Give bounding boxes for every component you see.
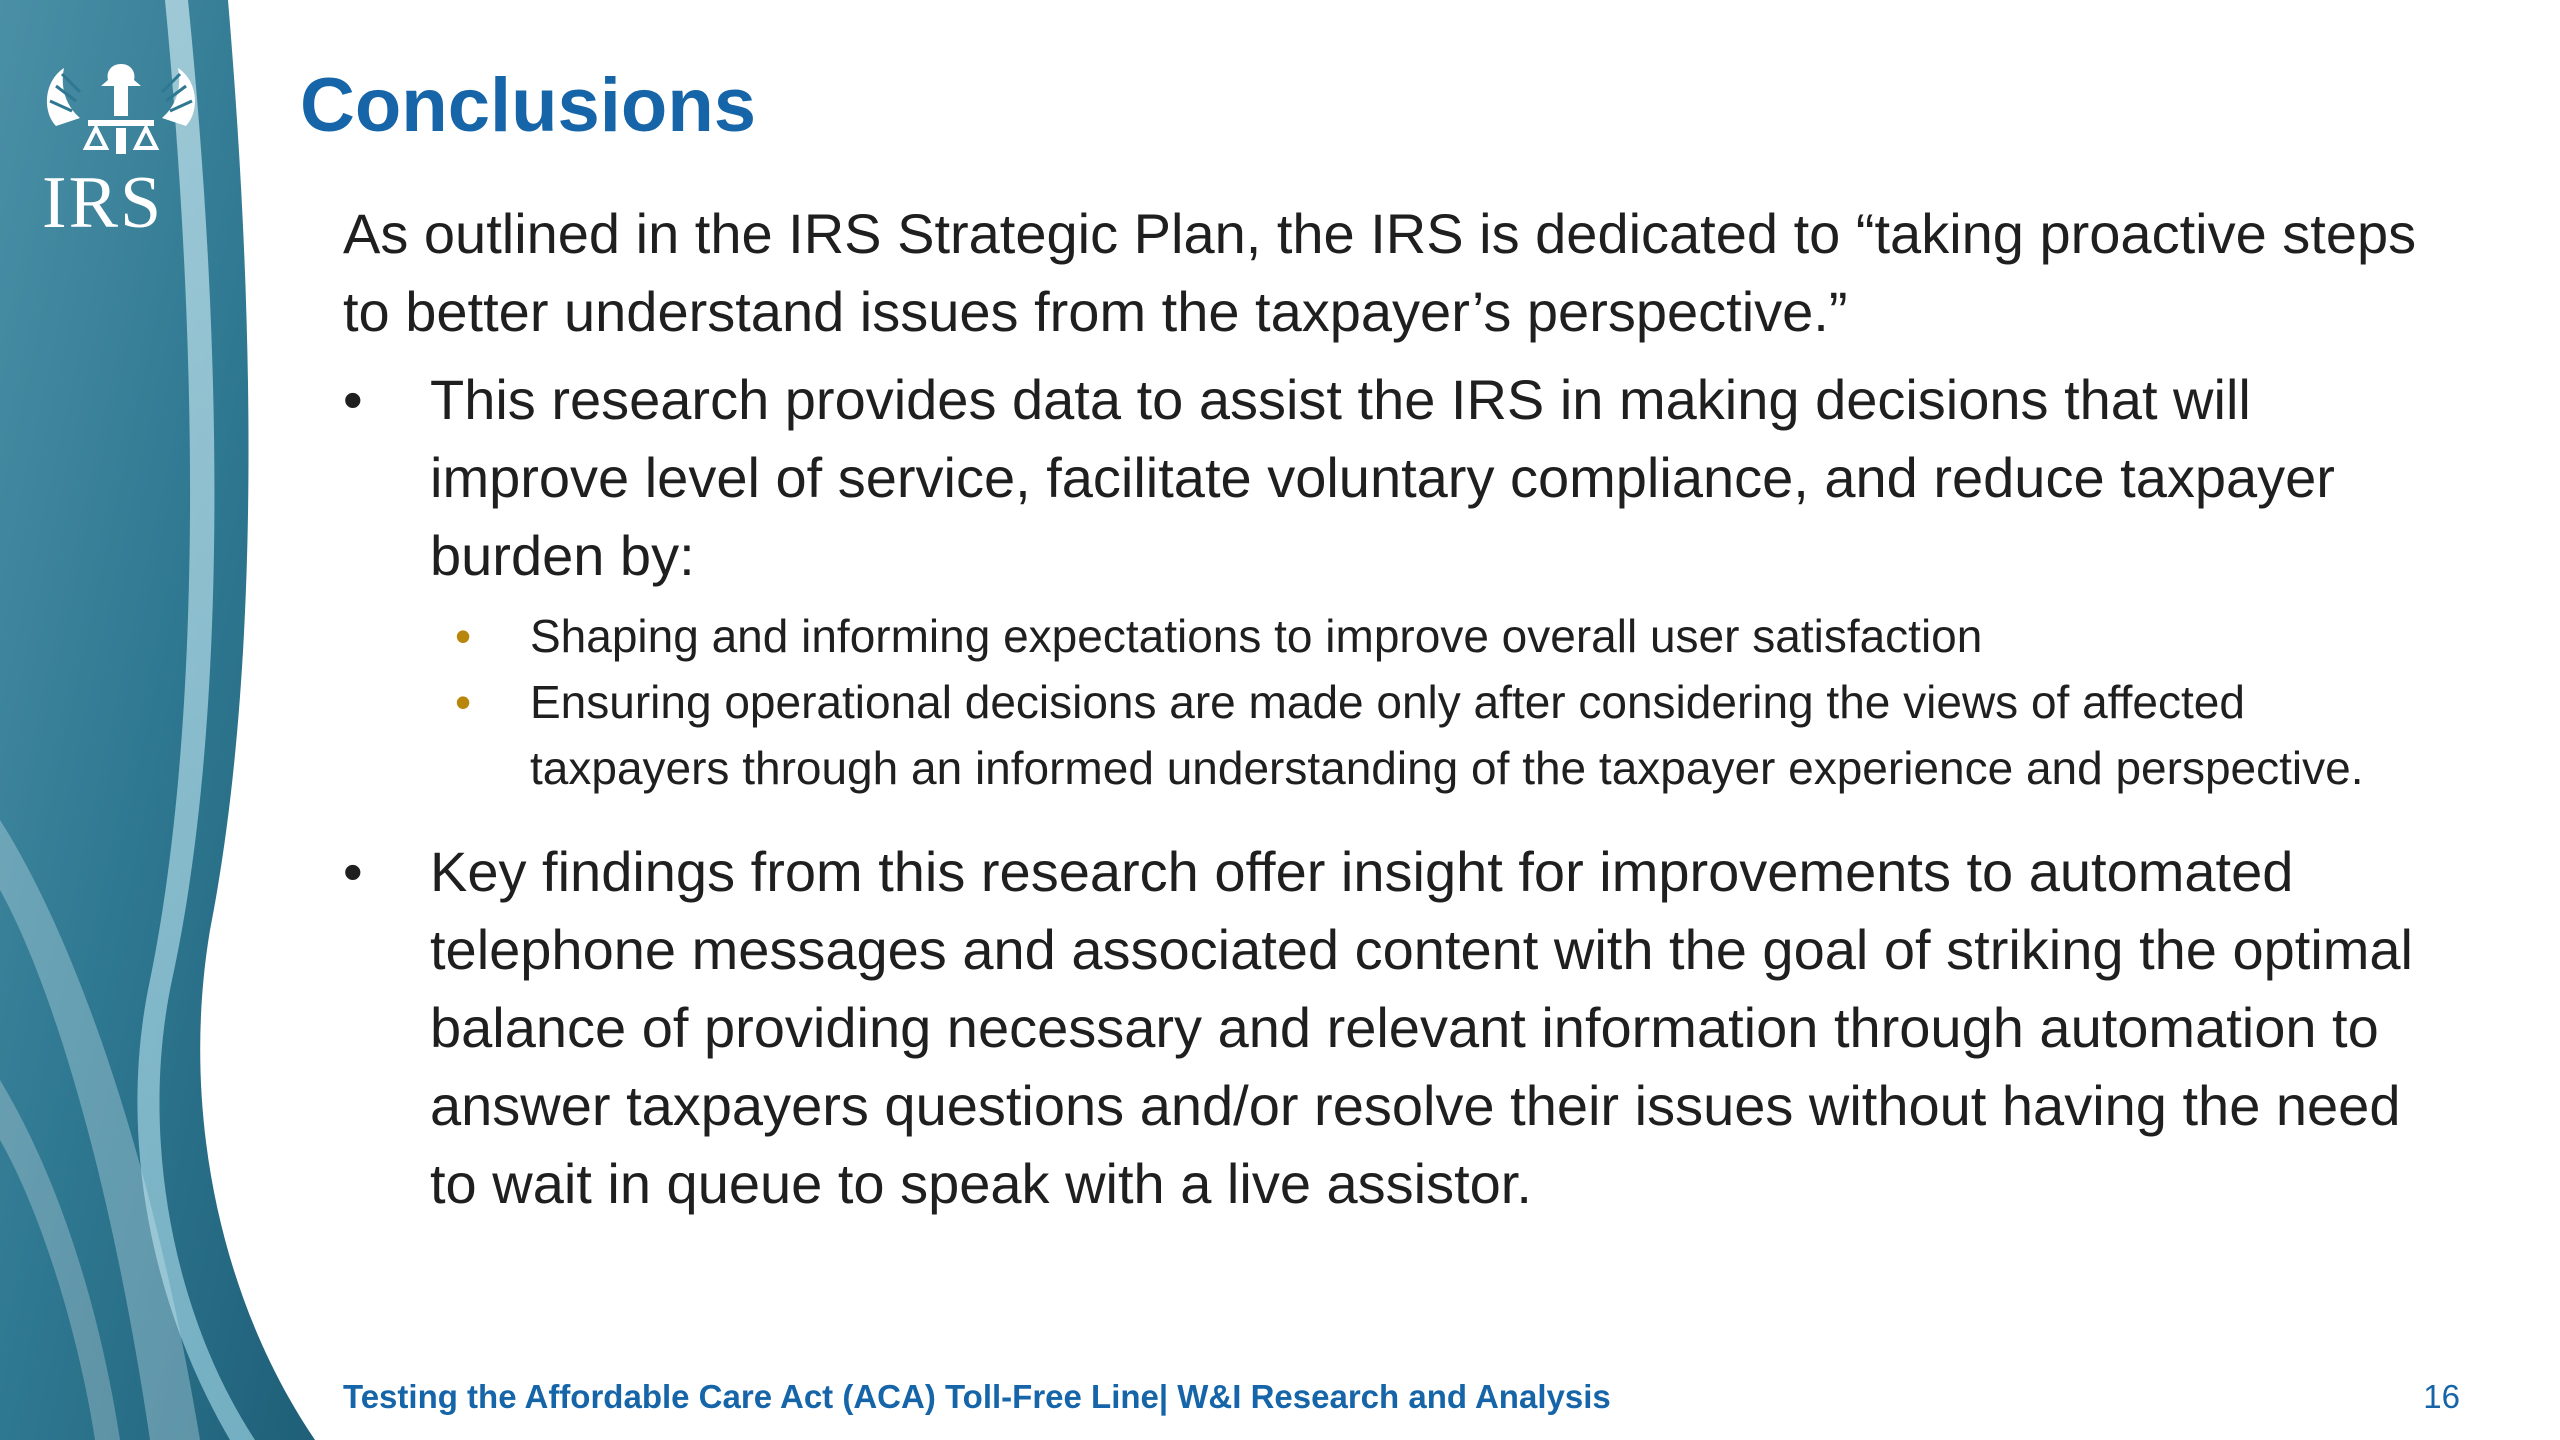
intro-paragraph: As outlined in the IRS Strategic Plan, the IRS is dedicated to “taking proactive steps to better understand issues from the taxpayer’s perspective.” (343, 202, 2417, 343)
bullet-marker: • (343, 368, 363, 431)
irs-logo (36, 56, 206, 244)
sub-bullet-item (430, 603, 2433, 669)
footer-title: Testing the Affordable Care Act (ACA) Toll-Free Line| W&I Research and Analysis (343, 1378, 1611, 1415)
sub-bullet-text: Ensuring operational decisions are made only after considering the views of affected taxpayers through an informed understanding of the taxpayer experience and perspective. (530, 676, 2364, 794)
sub-bullet-marker: • (455, 610, 472, 662)
bullet-spacer (343, 801, 2433, 833)
bullet-text: This research provides data to assist the IRS in making decisions that will improve level of service, facilitate voluntary compliance, and reduce taxpayer burden by: (430, 368, 2335, 587)
sub-bullet-marker: • (455, 676, 472, 728)
logo-text: IRS (42, 162, 164, 244)
sub-bullet-list (430, 603, 2433, 801)
bullet-item (343, 833, 2433, 1223)
slide-title: Conclusions (300, 63, 757, 148)
eagle-icon (36, 56, 206, 166)
slide-body (343, 195, 2433, 1223)
bullet-marker: • (343, 840, 363, 903)
page-number: 16 (2423, 1378, 2460, 1415)
bullet-text: Key findings from this research offer insight for improvements to automated telephone messages and associated content with the goal of striking the optimal balance of providing necessary and relevant information through automation to answer taxpayers questions and/or resolve their issues without having the need to wait in queue to speak with a live assistor. (430, 840, 2413, 1215)
sub-bullet-item (430, 669, 2433, 801)
bullet-item (343, 361, 2433, 801)
sub-bullet-text: Shaping and informing expectations to improve overall user satisfaction (530, 610, 1983, 662)
